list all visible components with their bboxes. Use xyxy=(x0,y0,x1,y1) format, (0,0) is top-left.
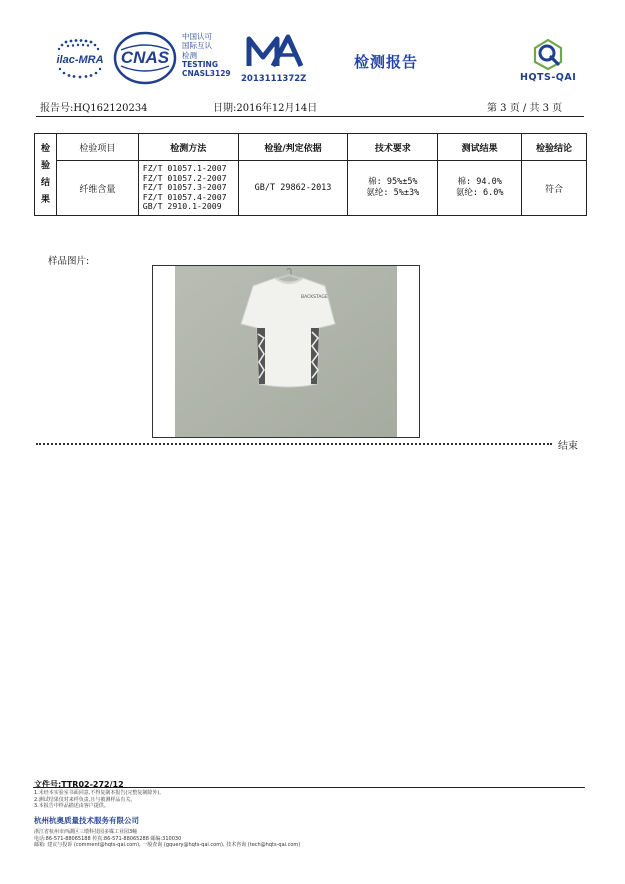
table-row xyxy=(35,161,587,216)
footer-divider xyxy=(33,787,585,788)
header-divider xyxy=(36,116,584,117)
cell-item: 纤维含量 xyxy=(56,161,138,216)
cma-code: 2013111372Z xyxy=(241,74,307,84)
header-requirement: 技术要求 xyxy=(348,134,438,161)
ma-logo-text: MA xyxy=(245,70,247,71)
header-conclusion: 检验结论 xyxy=(522,134,587,161)
cnas-logo xyxy=(113,30,177,86)
test-result-table xyxy=(34,133,587,216)
header-method: 检测方法 xyxy=(138,134,238,161)
end-dotted-line xyxy=(36,443,552,445)
header-result: 测试结果 xyxy=(438,134,522,161)
report-title: 检测报告 xyxy=(354,53,419,71)
hqts-logo-text: HQTS-QAI xyxy=(520,72,577,83)
report-number: 报告号:HQ162120234 xyxy=(40,103,148,114)
footer-notes: 1.未经本实验室书面同意,不得复制本报告(完整复制除外)。 2.测试结果仅对来样负责,且与被测样品有关。 3.本报告中样品描述由客户提供。 xyxy=(34,790,165,809)
cell-conclusion: 符合 xyxy=(522,161,587,216)
cell-requirement: 棉: 95%±5% 氨纶: 5%±3% xyxy=(348,161,438,216)
result-side-label: 检 验 结 果 xyxy=(35,134,57,216)
company-name: 杭州杭奥质量技术服务有限公司 xyxy=(34,816,139,825)
cma-logo xyxy=(243,33,305,71)
page-indicator: 第 3 页 / 共 3 页 xyxy=(487,103,563,114)
cnas-accreditation-text: 中国认可 国际互认 检测 TESTING CNASL3129 xyxy=(182,32,231,79)
end-marker: 结束 xyxy=(558,441,578,452)
hqts-qai-logo xyxy=(530,38,566,70)
cell-basis: GB/T 29862-2013 xyxy=(238,161,348,216)
ilac-logo-text: ilac-MRA xyxy=(56,54,104,66)
company-address: 浙江省杭州市西湖区三墩科技园多媒工业园3幢 电话:86-571-88065188 传真:86-571-88065288 邮编:310030 邮箱: 建议与投诉 (comment@hqts-qai.com), 一般查询 (gquery@hqts-qai.com), 技术咨询 (tech@hqts-qai.com) xyxy=(34,829,301,848)
sample-picture-label: 样品图片: xyxy=(48,256,90,267)
file-number: 文件号:TTR02-272/12 xyxy=(34,780,124,789)
header-item: 检验项目 xyxy=(56,134,138,161)
sample-photo xyxy=(152,265,420,438)
ilac-mra-logo xyxy=(52,36,108,80)
header-basis: 检验/判定依据 xyxy=(238,134,348,161)
cnas-logo-text: CNAS xyxy=(120,48,170,67)
report-date: 日期:2016年12月14日 xyxy=(213,103,318,114)
shirt-print-text: BACKSTAGE xyxy=(301,295,328,300)
cell-methods: FZ/T 01057.1-2007 FZ/T 01057.2-2007 FZ/T 01057.3-2007 FZ/T 01057.4-2007 GB/T 2910.1-2009 xyxy=(138,161,238,216)
cell-result: 棉: 94.0% 氨纶: 6.0% xyxy=(438,161,522,216)
